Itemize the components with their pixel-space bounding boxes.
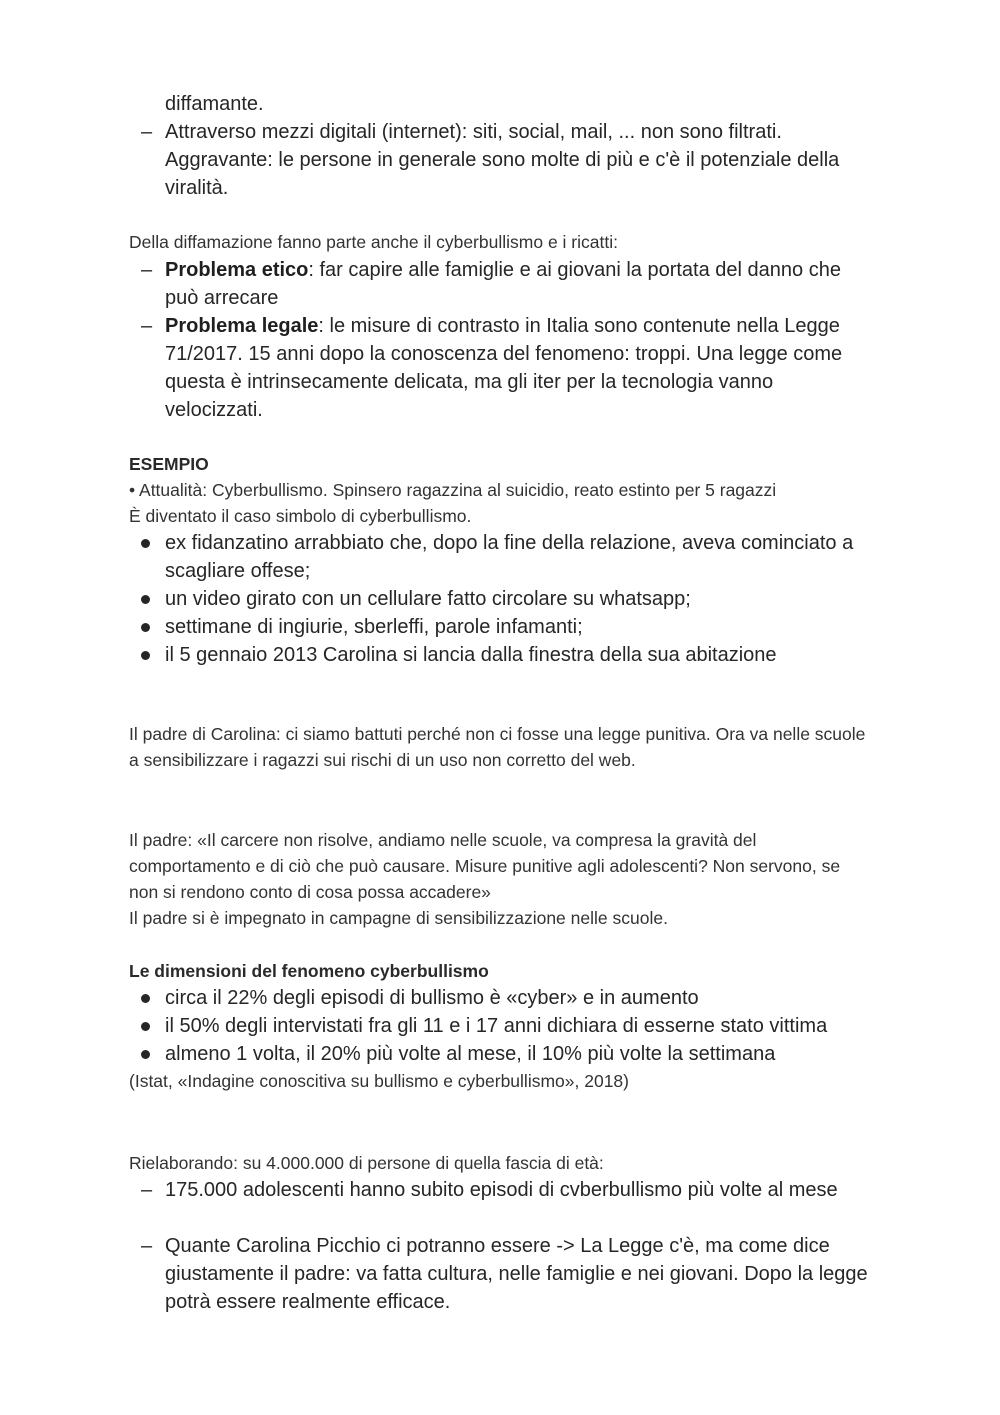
list-item-text: il 5 gennaio 2013 Carolina si lancia dalla finestra della sua abitazione [165, 644, 777, 666]
bullet-dot [141, 1050, 150, 1059]
dash-list-item [129, 1176, 874, 1204]
list-item-text: Attraverso mezzi digitali (internet): siti, social, mail, ... non sono filtrati. Aggravante: le persone in generale sono molte di più e c'è il potenziale della viralità. [165, 121, 840, 199]
section-heading: ESEMPIO [129, 454, 209, 474]
dash-list-item [129, 118, 874, 202]
dash-marker: – [141, 315, 153, 337]
list-item [129, 1040, 874, 1068]
diffamazione-section [129, 229, 874, 424]
bold-term: Problema etico [165, 259, 309, 281]
list-item-text: circa il 22% degli episodi di bullismo è «cyber» e in aumento [165, 987, 699, 1009]
bullet-dot [141, 651, 150, 660]
list-item [129, 585, 874, 613]
bullet-dot [141, 1022, 150, 1031]
intro-continuation: diffamante. [165, 93, 264, 115]
dash-marker: – [141, 1179, 153, 1201]
section-heading: Le dimensioni del fenomeno cyberbullismo [129, 961, 489, 981]
bullet-dot [141, 994, 150, 1003]
list-item-text: almeno 1 volta, il 20% più volte al mese, il 10% più volte la settimana [165, 1043, 776, 1065]
bold-term: Problema legale [165, 315, 319, 337]
dash-list-item [129, 312, 874, 424]
list-item-text: Quante Carolina Picchio ci potranno essere -> La Legge c'è, ma come dice giustamente il padre: va fatta cultura, nelle famiglie e nei giovani. Dopo la legge potrà essere realmente efficace. [165, 1235, 868, 1313]
list-item [129, 529, 874, 585]
quote-paragraph: Il padre: «Il carcere non risolve, andiamo nelle scuole, va compresa la gravità del comportamento e di ciò che può causare. Misure punitive agli adolescenti? Non servono, se non si rendono conto di cosa possa accadere» [129, 830, 841, 902]
paragraph: Il padre di Carolina: ci siamo battuti perché non ci fosse una legge punitiva. Ora va nelle scuole a sensibilizzare i ragazzi sui rischi di un uso non corretto del web. [129, 724, 866, 770]
dash-marker: – [141, 121, 153, 143]
list-item-text: settimane di ingiurie, sberleffi, parole infamanti; [165, 616, 583, 638]
list-item-text: il 50% degli intervistati fra gli 11 e i 17 anni dichiara di esserne stato vittima [165, 1015, 828, 1037]
list-item [129, 984, 874, 1012]
list-item-text: 175.000 adolescenti hanno subito episodi di cvberbullismo più volte al mese [165, 1179, 838, 1201]
dash-list-item [129, 1232, 874, 1316]
list-item-text: ex fidanzatino arrabbiato che, dopo la fine della relazione, aveva cominciato a scagliare offese; [165, 532, 854, 582]
intro-section [129, 90, 874, 202]
dash-marker: – [141, 259, 153, 281]
list-item-text: un video girato con un cellulare fatto circolare su whatsapp; [165, 588, 691, 610]
list-item-text: : le misure di contrasto in Italia sono contenute nella Legge 71/2017. 15 anni dopo la conoscenza del fenomeno: troppi. Una legge come questa è intrinsecamente delicata, ma gli iter per la tecnologia vanno velocizzati. [165, 315, 843, 421]
rielaborando-section [129, 1150, 874, 1316]
padre-paragraph [129, 721, 874, 773]
bullet-list [129, 984, 874, 1068]
paragraph: • Attualità: Cyberbullismo. Spinsero ragazzina al suicidio, reato estinto per 5 ragazzi [129, 480, 777, 500]
dash-list-item [129, 256, 874, 312]
list-item [129, 1012, 874, 1040]
esempio-section [129, 451, 874, 669]
paragraph: È diventato il caso simbolo di cyberbullismo. [129, 506, 472, 526]
list-item [129, 613, 874, 641]
bullet-list [129, 529, 874, 669]
bullet-dot [141, 595, 150, 604]
list-item-text: : far capire alle famiglie e ai giovani la portata del danno che può arrecare [165, 259, 841, 309]
dimensioni-section [129, 958, 874, 1094]
padre-quote-section [129, 827, 874, 931]
paragraph: Il padre si è impegnato in campagne di sensibilizzazione nelle scuole. [129, 908, 668, 928]
bullet-dot [141, 539, 150, 548]
paragraph: Della diffamazione fanno parte anche il cyberbullismo e i ricatti: [129, 232, 618, 252]
bullet-dot [141, 623, 150, 632]
source-citation: (Istat, «Indagine conoscitiva su bullismo e cyberbullismo», 2018) [129, 1071, 629, 1091]
paragraph: Rielaborando: su 4.000.000 di persone di quella fascia di età: [129, 1153, 604, 1173]
list-item [129, 641, 874, 669]
dash-marker: – [141, 1235, 153, 1257]
